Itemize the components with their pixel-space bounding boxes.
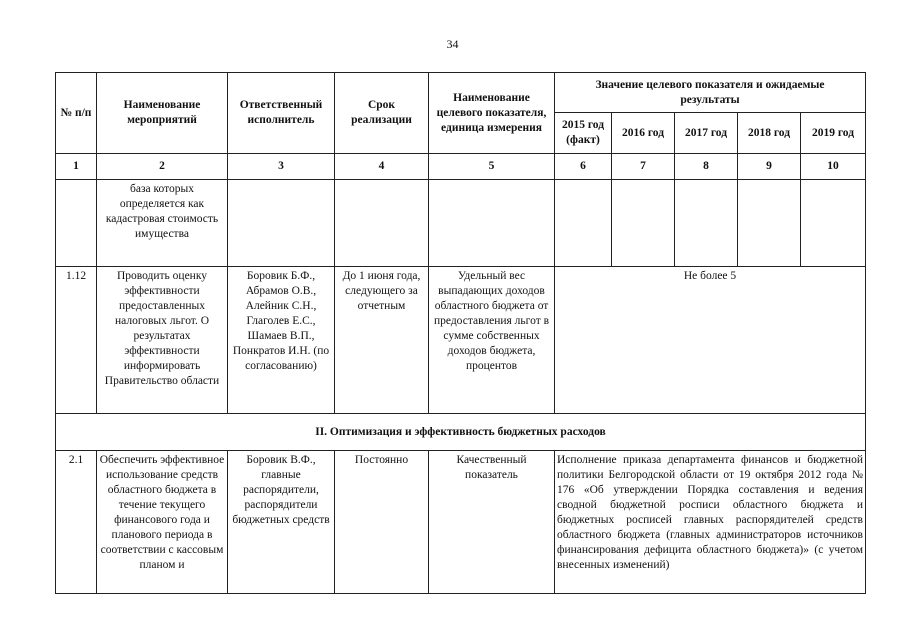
column-number: 7 xyxy=(612,154,675,180)
row-num: 2.1 xyxy=(56,451,97,594)
header-year-2017: 2017 год xyxy=(675,113,738,154)
activity-cell: Обеспечить эффективное использование средств областного бюджета в течение текущего финансового года и планового периода в соответствии с кассовым планом и xyxy=(97,451,228,594)
indicator-cell: Качественный показатель xyxy=(429,451,555,594)
activity-cell: Проводить оценку эффективности предоставленных налоговых льгот. О результатах эффективности информировать Правительство области xyxy=(97,267,228,414)
column-number: 9 xyxy=(738,154,801,180)
column-number: 3 xyxy=(228,154,335,180)
target-indicators-table xyxy=(55,72,866,594)
header-year-2015: 2015 год (факт) xyxy=(555,113,612,154)
header-term: Срок реализации xyxy=(335,73,429,154)
header-year-2019: 2019 год xyxy=(801,113,866,154)
column-number: 5 xyxy=(429,154,555,180)
value-cell xyxy=(801,180,866,267)
value-cell xyxy=(612,180,675,267)
header-year-2018: 2018 год xyxy=(738,113,801,154)
row-num xyxy=(56,180,97,267)
responsible-cell xyxy=(228,180,335,267)
header-activity: Наименование мероприятий xyxy=(97,73,228,154)
value-cell: Не более 5 xyxy=(555,267,866,414)
header-year-2016: 2016 год xyxy=(612,113,675,154)
header-values-group: Значение целевого показателя и ожидаемые результаты xyxy=(555,73,866,113)
activity-cell: база которых определяется как кадастровая стоимость имущества xyxy=(97,180,228,267)
value-cell xyxy=(738,180,801,267)
page-number: 34 xyxy=(446,37,459,51)
header-indicator: Наименование целевого показателя, единица измерения xyxy=(429,73,555,154)
table-row xyxy=(56,451,866,594)
section-title: II. Оптимизация и эффективность бюджетных расходов xyxy=(56,414,866,451)
header-responsible: Ответственный исполнитель xyxy=(228,73,335,154)
value-cell xyxy=(555,180,612,267)
indicator-cell: Удельный вес выпадающих доходов областного бюджета от предоставления льгот в сумме собственных доходов бюджета, процентов xyxy=(429,267,555,414)
column-number: 6 xyxy=(555,154,612,180)
value-cell: Исполнение приказа департамента финансов и бюджетной политики Белгородской области от 19 октября 2012 года № 176 «Об утверждении Порядка составления и ведения сводной бюджетной росписи областного бюджета и бюджетных росписей главных распорядителей средств областного бюджета (главных администраторов источников финансирования дефицита областного бюджета)» (с учетом внесенных изменений) xyxy=(555,451,866,594)
column-number: 2 xyxy=(97,154,228,180)
responsible-cell: Боровик В.Ф., главные распорядители, распорядители бюджетных средств xyxy=(228,451,335,594)
header-num: № п/п xyxy=(56,73,97,154)
row-num: 1.12 xyxy=(56,267,97,414)
term-cell xyxy=(335,180,429,267)
term-cell: Постоянно xyxy=(335,451,429,594)
table-row xyxy=(56,267,866,414)
column-number: 10 xyxy=(801,154,866,180)
table-row xyxy=(56,180,866,267)
column-number: 4 xyxy=(335,154,429,180)
indicator-cell xyxy=(429,180,555,267)
responsible-cell: Боровик Б.Ф., Абрамов О.В., Алейник С.Н., Глаголев Е.С., Шамаев В.П., Понкратов И.Н. (по согласованию) xyxy=(228,267,335,414)
column-number: 1 xyxy=(56,154,97,180)
column-number: 8 xyxy=(675,154,738,180)
value-cell xyxy=(675,180,738,267)
term-cell: До 1 июня года, следующего за отчетным xyxy=(335,267,429,414)
